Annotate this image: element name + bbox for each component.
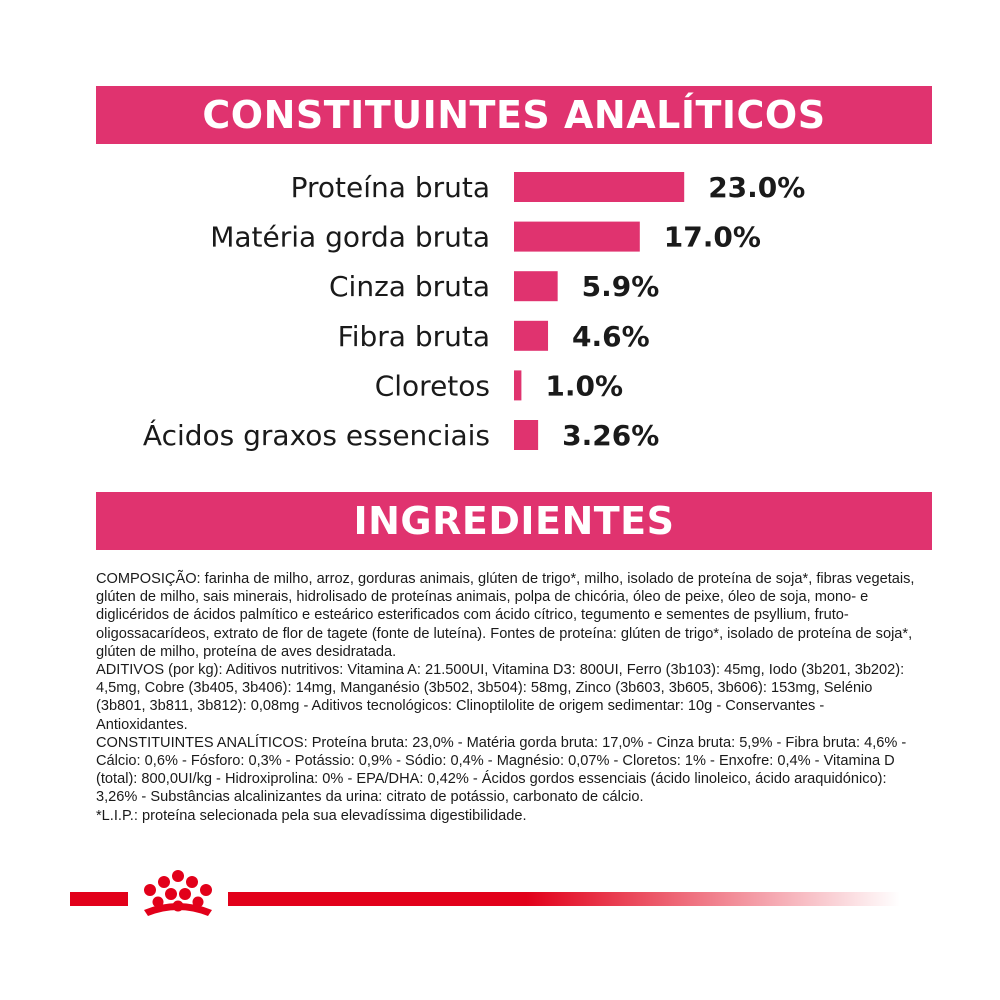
bar-value-label: 17.0%: [663, 220, 761, 254]
ingredients-banner: [96, 492, 932, 550]
bar: [514, 370, 521, 400]
lip-note: *L.I.P.: proteína selecionada pela sua elevadíssima digestibilidade.: [96, 807, 527, 824]
bar-category-label: Ácidos graxos essenciais: [142, 419, 490, 452]
bar-category-label: Cinza bruta: [329, 270, 490, 304]
bar: [514, 172, 684, 202]
bar-value-label: 4.6%: [572, 319, 650, 353]
ingredients-title: INGREDIENTES: [353, 499, 675, 543]
bar-category-label: Proteína bruta: [290, 171, 490, 204]
bar-value-label: 1.0%: [545, 369, 624, 403]
royal-canin-crown-icon: [128, 866, 228, 928]
bar-value-label: 3.26%: [562, 419, 660, 452]
additives-paragraph: ADITIVOS (por kg): Aditivos nutritivos: Vitamina A: 21.500UI, Vitamina D3: 800UI, Ferro (3b103): 45mg, Iodo (3b201, 3b202): 4,5mg, Cobre (3b405, 3b406): 14mg, Manganésio (3b502, 3b504): 58mg, Zinco (3b603, 3b605, 3b606): 153mg, Selénio (3b801, 3b811, 3b812): 0,08mg - Aditivos tecnológicos: Clinoptilolite de origem sedimentar: 10g - Conservantes - Antioxidantes.: [96, 662, 905, 733]
constituents-paragraph: CONSTITUINTES ANALÍTICOS: Proteína bruta: 23,0% - Matéria gorda bruta: 17,0% - Cinza bruta: 5,9% - Fibra bruta: 4,6% - Cálcio: 0,6% - Fósforo: 0,3% - Potássio: 0,9% - Sódio: 0,4% - Magnésio: 0,07% - Cloretos: 1% - Enxofre: 0,4% - Vitamina D (total): 800,0UI/kg - Hidroxiprolina: 0% - EPA/DHA: 0,42% - Ácidos gordos essenciais (ácido linoleico, ácido araquidónico): 3,26% - Substâncias alcalinizantes da urina: citrato de potássio, carbonato de cálcio.: [96, 734, 907, 806]
bar: [514, 420, 538, 450]
bar: [514, 271, 558, 301]
composition-paragraph: COMPOSIÇÃO: farinha de milho, arroz, gorduras animais, glúten de trigo*, milho, isolado de proteína de soja*, fibras vegetais, glúten de milho, sais minerais, hidrolisado de proteínas animais, polpa de chicória, óleo de peixe, óleo de soja, mono- e diglicéridos de ácidos palmítico e esteárico esterificados com ácido cítrico, tegumento e sementes de psyllium, fruto-oligossacarídeos, extrato de flor de tagete (fonte de luteína). Fontes de proteína: glúten de trigo*, isolado de proteína de soja*, glúten de milho, proteína de aves desidratada.: [96, 571, 915, 660]
bar-value-label: 23.0%: [708, 171, 806, 204]
bar-category-label: Cloretos: [374, 369, 490, 403]
bar: [514, 321, 548, 351]
analytical-constituents-banner: [96, 86, 932, 144]
analytical-constituents-title: CONSTITUINTES ANALÍTICOS: [202, 93, 826, 137]
bar-category-label: Matéria gorda bruta: [210, 220, 490, 254]
bar-category-label: Fibra bruta: [337, 319, 490, 353]
bar: [514, 222, 640, 252]
bar-value-label: 5.9%: [581, 270, 660, 304]
ingredients-text: [96, 570, 916, 825]
analytical-bar-chart: [0, 160, 1000, 470]
